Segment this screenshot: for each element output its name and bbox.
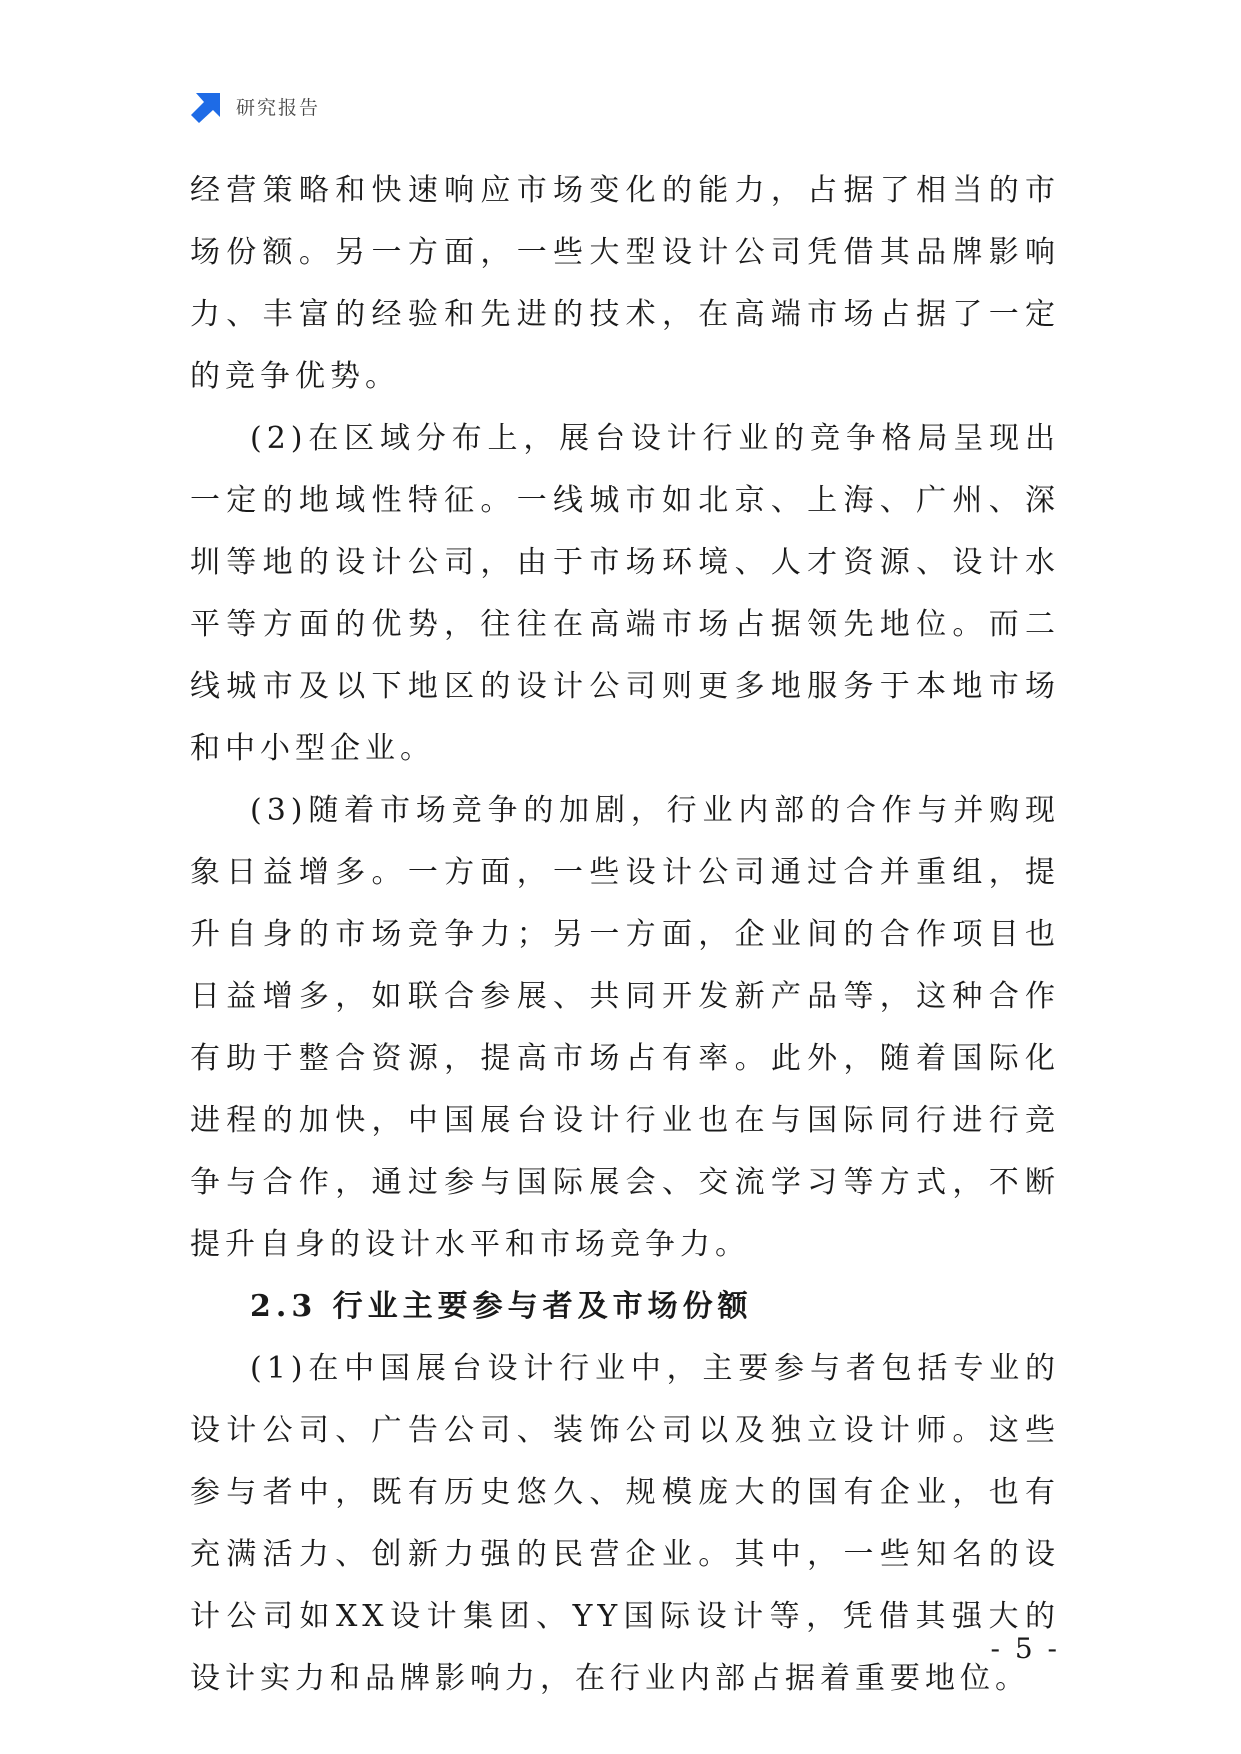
header-title: 研究报告 (236, 96, 321, 119)
paragraph-1: 经营策略和快速响应市场变化的能力，占据了相当的市场份额。另一方面，一些大型设计公司凭借其品牌影响力、丰富的经验和先进的技术，在高端市场占据了一定的竞争优势。 (190, 173, 1060, 394)
paragraph-2: (2)在区域分布上，展台设计行业的竞争格局呈现出一定的地域性特征。一线城市如北京、上海、广州、深圳等地的设计公司，由于市场环境、人才资源、设计水平等方面的优势，往往在高端市场占据领先地位。而二线城市及以下地区的设计公司则更多地服务于本地市场和中小型企业。 (190, 421, 1060, 766)
paragraph-3: (3)随着市场竞争的加剧，行业内部的合作与并购现象日益增多。一方面，一些设计公司通过合并重组，提升自身的市场竞争力；另一方面，企业间的合作项目也日益增多，如联合参展、共同开发新产品等，这种合作有助于整合资源，提高市场占有率。此外，随着国际化进程的加快，中国展台设计行业也在与国际同行进行竞争与合作，通过参与国际展会、交流学习等方式，不断提升自身的设计水平和市场竞争力。 (190, 793, 1060, 1262)
arrow-up-right-icon (190, 89, 224, 123)
page-number: - 5 - (990, 1632, 1060, 1665)
page-header (190, 88, 320, 124)
paragraph-4: (1)在中国展台设计行业中，主要参与者包括专业的设计公司、广告公司、装饰公司以及独立设计师。这些参与者中，既有历史悠久、规模庞大的国有企业，也有充满活力、创新力强的民营企业。其中，一些知名的设计公司如XX设计集团、YY国际设计等，凭借其强大的设计实力和品牌影响力，在行业内部占据着重要地位。 (190, 1351, 1060, 1696)
section-heading: 2.3 行业主要参与者及市场份额 (250, 1289, 753, 1324)
document-body (190, 160, 1060, 1710)
